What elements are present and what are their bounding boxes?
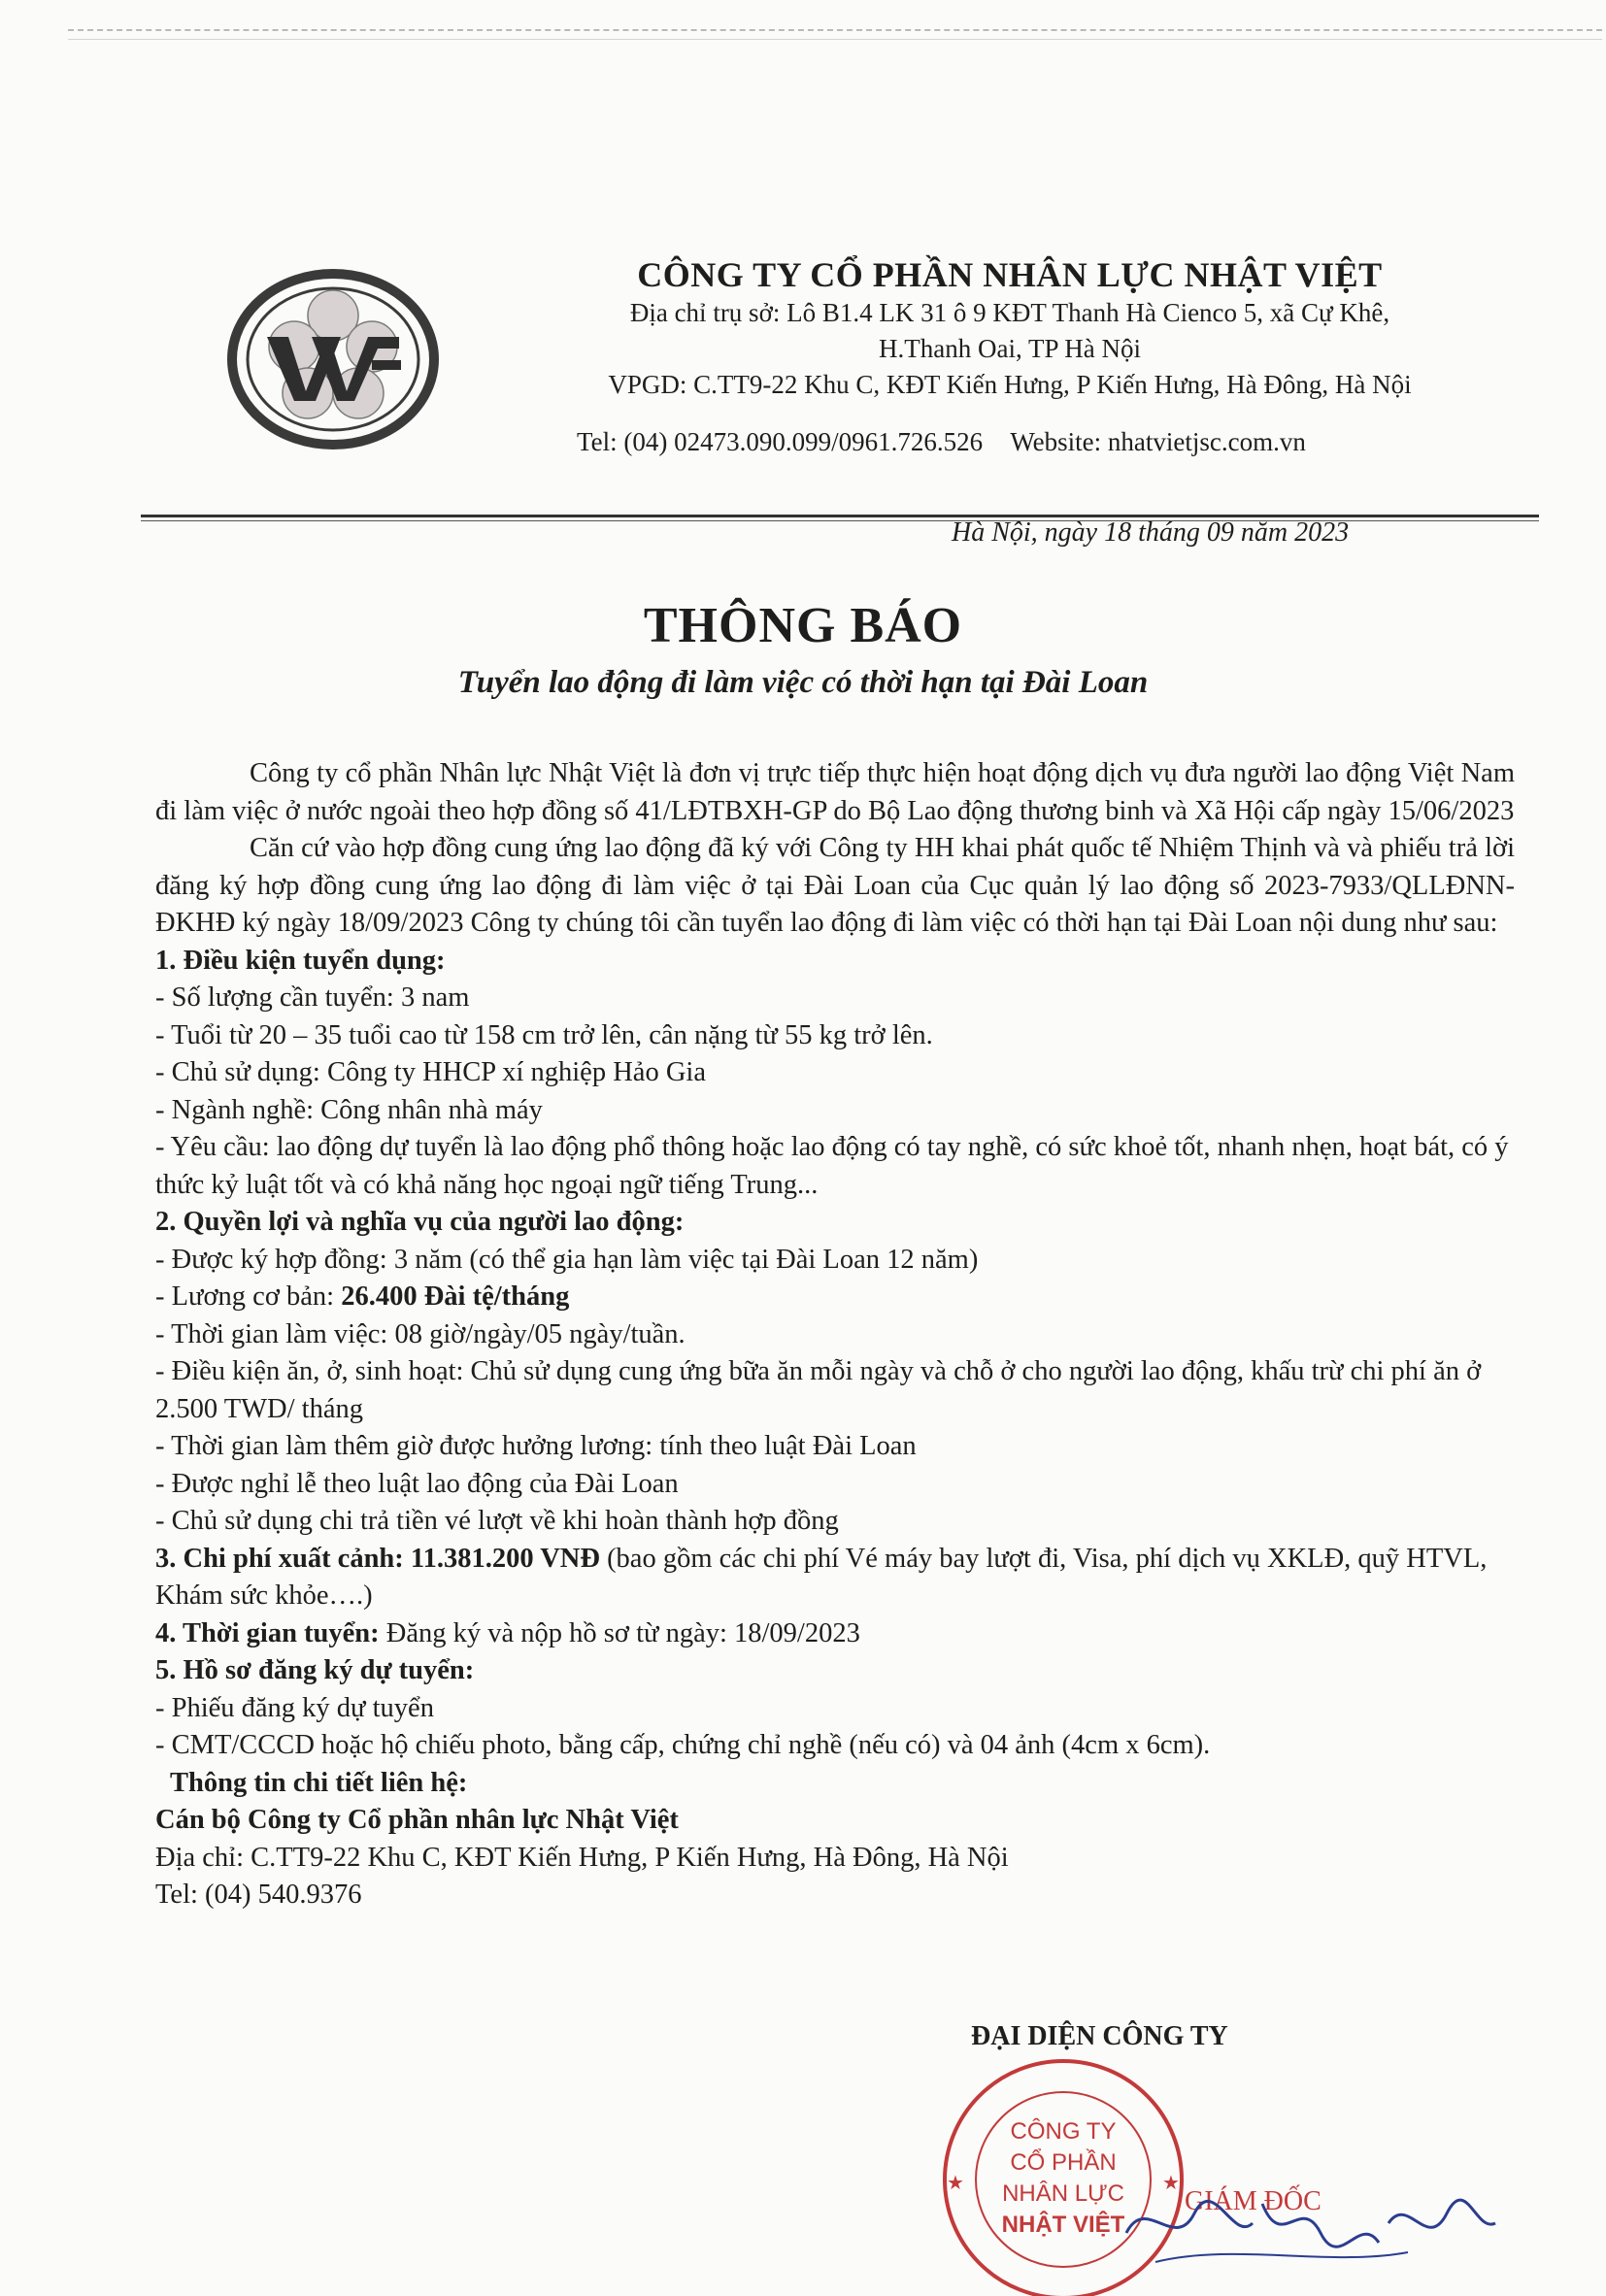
company-address-line1: Địa chỉ trụ sở: Lô B1.4 LK 31 ô 9 KĐT Thanh Hà Cienco 5, xã Cự Khê, <box>629 298 1390 327</box>
company-website: Website: nhatvietjsc.com.vn <box>1010 427 1306 456</box>
company-header <box>524 254 1495 403</box>
director-signature <box>1117 2175 1505 2272</box>
section1-item: - Ngành nghề: Công nhân nhà máy <box>155 1094 543 1125</box>
section3-heading: 3. Chi phí xuất cảnh: 11.381.200 VNĐ <box>155 1543 600 1574</box>
document-subtitle: Tuyển lao động đi làm việc có thời hạn tại Đài Loan <box>457 665 1149 700</box>
section4-detail: Đăng ký và nộp hồ sơ từ ngày: 18/09/2023 <box>379 1617 860 1648</box>
section2-salary <box>155 1279 1515 1316</box>
contact-address: Địa chỉ: C.TT9-22 Khu C, KĐT Kiến Hưng, P Kiến Hưng, Hà Đông, Hà Nội <box>155 1842 1009 1873</box>
section5-item: - Phiếu đăng ký dự tuyển <box>155 1692 434 1723</box>
section4-heading: 4. Thời gian tuyển: <box>155 1617 380 1648</box>
section1-item: - Chủ sử dụng: Công ty HHCP xí nghiệp Hảo Gia <box>155 1057 706 1087</box>
contact-tel: Tel: (04) 540.9376 <box>155 1880 362 1910</box>
section1-heading: 1. Điều kiện tuyển dụng: <box>155 945 446 976</box>
intro-paragraph-1: Công ty cổ phần Nhân lực Nhật Việt là đơn vị trực tiếp thực hiện hoạt động dịch vụ đưa người lao động Việt Nam đi làm việc ở nước ngoài theo hợp đồng số 41/LĐTBXH-GP do Bộ Lao động thương binh và Xã Hội cấp ngày 15/06/2023 <box>155 758 1515 826</box>
section3 <box>155 1541 1515 1615</box>
section2-heading: 2. Quyền lợi và nghĩa vụ của người lao động: <box>155 1207 685 1237</box>
section1-item: - Yêu cầu: lao động dự tuyển là lao động phổ thông hoặc lao động có tay nghề, có sức khoẻ tốt, nhanh nhẹn, hoạt bát, có ý thức kỷ luật tốt và có khả năng học ngoại ngữ tiếng Trung... <box>155 1132 1509 1200</box>
company-office: VPGD: C.TT9-22 Khu C, KĐT Kiến Hưng, P Kiến Hưng, Hà Đông, Hà Nội <box>608 370 1412 399</box>
salary-label: - Lương cơ bản: <box>155 1281 342 1312</box>
document-body <box>155 755 1515 1914</box>
section4 <box>155 1615 1515 1653</box>
company-tel: Tel: (04) 02473.090.099/0961.726.526 <box>577 427 984 456</box>
contact-officer: Cán bộ Công ty Cổ phần nhân lực Nhật Việt <box>155 1805 679 1835</box>
stamp-line-4: NHẬT VIỆT <box>1001 2212 1125 2238</box>
section5-heading: 5. Hồ sơ đăng ký dự tuyển: <box>155 1655 475 1685</box>
salary-value: 26.400 Đài tệ/tháng <box>341 1281 570 1312</box>
section2-item: - Thời gian làm thêm giờ được hưởng lương: tính theo luật Đài Loan <box>155 1431 917 1461</box>
director-title: GIÁM ĐỐC <box>1185 2186 1322 2216</box>
section1-item: - Tuổi từ 20 – 35 tuổi cao từ 158 cm trở lên, cân nặng từ 55 kg trở lên. <box>155 1019 933 1050</box>
company-name: CÔNG TY CỔ PHẦN NHÂN LỰC NHẬT VIỆT <box>637 255 1383 294</box>
section2-contract: - Được ký hợp đồng: 3 năm (có thể gia hạn làm việc tại Đài Loan 12 năm) <box>155 1244 979 1275</box>
stamp-line-3: NHÂN LỰC <box>1002 2180 1124 2207</box>
section2-item: - Chủ sử dụng chi trả tiền vé lượt về khi hoàn thành hợp đồng <box>155 1506 839 1536</box>
stamp-line-1: CÔNG TY <box>1010 2118 1117 2145</box>
contact-line <box>577 427 1327 457</box>
svg-text:★: ★ <box>1162 2173 1180 2194</box>
stamp-line-2: CỔ PHẦN <box>1010 2149 1117 2176</box>
section3-detail: (bao gồm các chi phí Vé máy bay lượt đi, Visa, phí dịch vụ XKLĐ, quỹ HTVL, Khám sức khỏe….) <box>155 1543 1488 1611</box>
section2-item: - Được nghỉ lễ theo luật lao động của Đài Loan <box>155 1468 679 1499</box>
contact-heading: Thông tin chi tiết liên hệ: <box>170 1767 468 1798</box>
date-line: Hà Nội, ngày 18 tháng 09 năm 2023 <box>952 517 1350 548</box>
top-border-thin <box>68 39 1602 40</box>
section2-item: - Điều kiện ăn, ở, sinh hoạt: Chủ sử dụng cung ứng bữa ăn mỗi ngày và chỗ ở cho người lao động, khấu trừ chi phí ăn ở 2.500 TWD/ tháng <box>155 1356 1482 1424</box>
representative-label: ĐẠI DIỆN CÔNG TY <box>971 2021 1228 2051</box>
intro-paragraph-2: Căn cứ vào hợp đồng cung ứng lao động đã ký với Công ty HH khai phát quốc tế Nhiệm Thịnh và và phiếu trả lời đăng ký hợp đồng cung ứng lao động đi làm việc ở tại Đài Loan của Cục quản lý lao động số 2023-7933/QLLĐNN-ĐKHĐ ký ngày 18/09/2023 Công ty chúng tôi cần tuyển lao động đi làm việc có thời hạn tại Đài Loan nội dung như sau: <box>155 833 1515 938</box>
section5-item: - CMT/CCCD hoặc hộ chiếu photo, bằng cấp, chứng chỉ nghề (nếu có) và 04 ảnh (4cm x 6cm). <box>155 1730 1211 1760</box>
section1-item: - Số lượng cần tuyển: 3 nam <box>155 982 470 1013</box>
document-title: THÔNG BÁO <box>643 598 963 653</box>
section2-item: - Thời gian làm việc: 08 giờ/ngày/05 ngày/tuần. <box>155 1318 686 1349</box>
company-address-line2: H.Thanh Oai, TP Hà Nội <box>879 334 1141 363</box>
company-logo <box>226 267 440 451</box>
top-border <box>68 29 1602 31</box>
svg-text:★: ★ <box>947 2173 964 2194</box>
